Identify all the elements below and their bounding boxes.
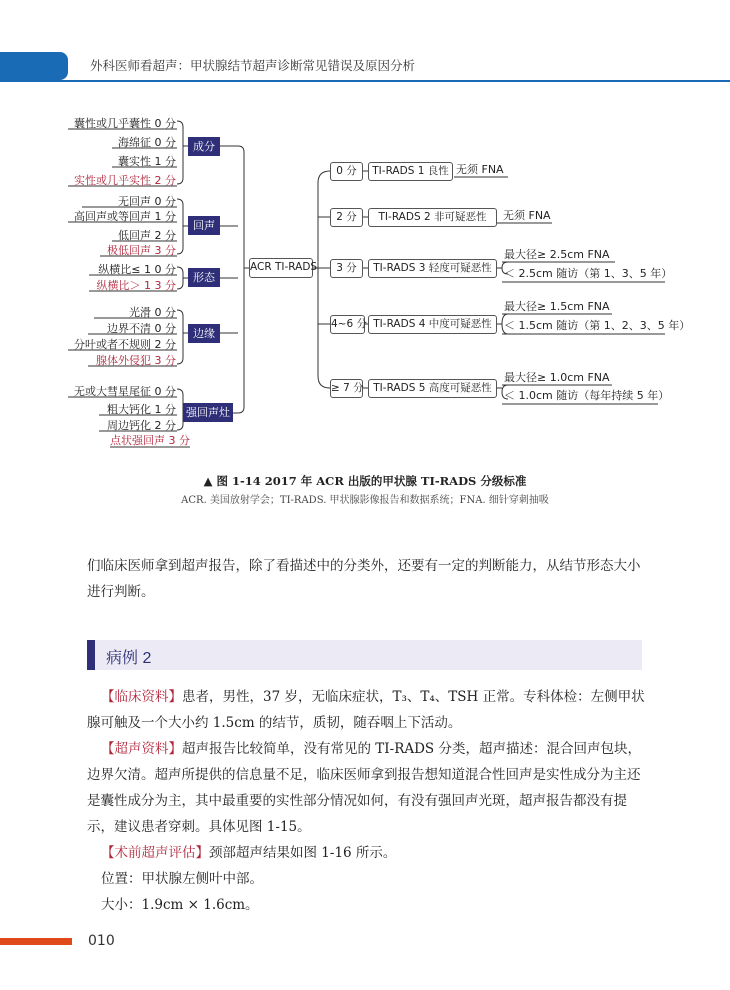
score-box: 0 分: [330, 162, 363, 181]
figure-note: ACR. 美国放射学会；TI-RADS. 甲状腺影像报告和数据系统；FNA. 细针穿刺抽吸: [181, 495, 549, 506]
criterion-item: 光滑 0 分: [129, 306, 176, 319]
advice-text: 无须 FNA: [503, 209, 551, 222]
criterion-item: 高回声或等回声 1 分: [74, 210, 176, 223]
level-box: TI-RADS 4 中度可疑恶性: [368, 315, 497, 334]
size-line: 大小：1.9cm × 1.6cm。: [101, 897, 259, 913]
advice-text: ＜ 2.5cm 随访（第 1、3、5 年）: [504, 267, 673, 280]
clinical-label: 【临床资料】: [101, 689, 182, 705]
criterion-item-high: 极低回声 3 分: [107, 244, 176, 257]
paragraph: 们临床医师拿到超声报告，除了看描述中的分类外，还要有一定的判断能力，从结节形态大小进行判断。: [87, 558, 641, 600]
running-title: 外科医师看超声：甲状腺结节超声诊断常见错误及原因分析: [90, 58, 416, 73]
criterion-item: 边界不清 0 分: [107, 322, 176, 335]
score-box: 2 分: [330, 208, 363, 227]
criterion-item: 囊性或几乎囊性 0 分: [74, 117, 176, 130]
criterion-item: 无或大彗星尾征 0 分: [74, 385, 176, 398]
criterion-item: 无回声 0 分: [118, 195, 176, 208]
criterion-item-high: 纵横比＞ 1 3 分: [96, 279, 176, 292]
case-heading-marker: [87, 640, 95, 670]
clinical-paragraph: [87, 684, 647, 736]
advice-text: 最大径≥ 2.5cm FNA: [504, 248, 610, 261]
advice-text: 无须 FNA: [456, 163, 504, 176]
ultrasound-paragraph: [87, 736, 647, 840]
ultrasound-text: 超声报告比较简单，没有常见的 TI-RADS 分类，超声描述：混合回声包块，边界欠清。超声所提供的信息量不足，临床医师拿到报告想知道混合性回声是实性成分为主还是囊性成分为主，其中最重要的实性部分情况如何，有没有强回声光斑，超声报告都没有提示，建议患者穿刺。具体见图 1-15。: [87, 741, 641, 835]
level-box: TI-RADS 1 良性: [368, 162, 453, 181]
center-box-acr-tirads: ACR TI-RADS: [249, 258, 313, 278]
advice-text: ＜ 1.5cm 随访（第 1、2、3、5 年）: [504, 319, 691, 332]
level-box: TI-RADS 3 轻度可疑恶性: [368, 259, 497, 278]
category-box-echogenic-foci: 强回声灶: [183, 403, 233, 422]
category-box-echogenicity: 回声: [188, 216, 220, 235]
category-box-margin: 边缘: [188, 324, 220, 343]
criterion-item-high: 实性或几乎实性 2 分: [74, 174, 176, 187]
criterion-item: 低回声 2 分: [118, 229, 176, 242]
criterion-item: 海绵征 0 分: [118, 136, 176, 149]
level-box: TI-RADS 2 非可疑恶性: [368, 208, 497, 227]
score-box: 4~6 分: [330, 315, 365, 334]
criterion-item: 纵横比≤ 1 0 分: [98, 263, 176, 276]
preop-paragraph: [87, 840, 647, 866]
criterion-item-high: 腺体外侵犯 3 分: [96, 354, 176, 367]
case-title: 病例 2: [106, 650, 152, 667]
case-heading-bar: [87, 640, 642, 670]
advice-text: 最大径≥ 1.5cm FNA: [504, 300, 610, 313]
criterion-item: 囊实性 1 分: [118, 155, 176, 168]
clinical-text: 患者，男性，37 岁，无临床症状，T₃、T₄、TSH 正常。专科体检：左侧甲状腺可触及一个大小约 1.5cm 的结节，质韧，随吞咽上下活动。: [87, 689, 645, 731]
ultrasound-label: 【超声资料】: [101, 741, 182, 757]
level-box: TI-RADS 5 高度可疑恶性: [368, 379, 497, 398]
preop-text: 颈部超声结果如图 1-16 所示。: [209, 845, 397, 861]
criterion-item: 粗大钙化 1 分: [107, 403, 176, 416]
footer-bar: [0, 938, 72, 945]
criterion-item: 分叶或者不规则 2 分: [74, 338, 176, 351]
page-number: 010: [88, 933, 115, 949]
score-box: 3 分: [330, 259, 363, 278]
category-box-composition: 成分: [188, 137, 220, 156]
category-box-shape: 形态: [188, 268, 220, 287]
criterion-item: 周边钙化 2 分: [107, 419, 176, 432]
figure-caption: ▲ 图 1-14 2017 年 ACR 出版的甲状腺 TI-RADS 分级标准: [203, 474, 527, 488]
position-line: 位置：甲状腺左侧叶中部。: [101, 871, 263, 887]
criterion-item-high: 点状强回声 3 分: [110, 434, 190, 447]
advice-text: ＜ 1.0cm 随访（每年持续 5 年）: [504, 389, 670, 402]
advice-text: 最大径≥ 1.0cm FNA: [504, 371, 610, 384]
preop-label: 【术前超声评估】: [101, 845, 209, 861]
score-box: ≥ 7 分: [330, 379, 363, 398]
